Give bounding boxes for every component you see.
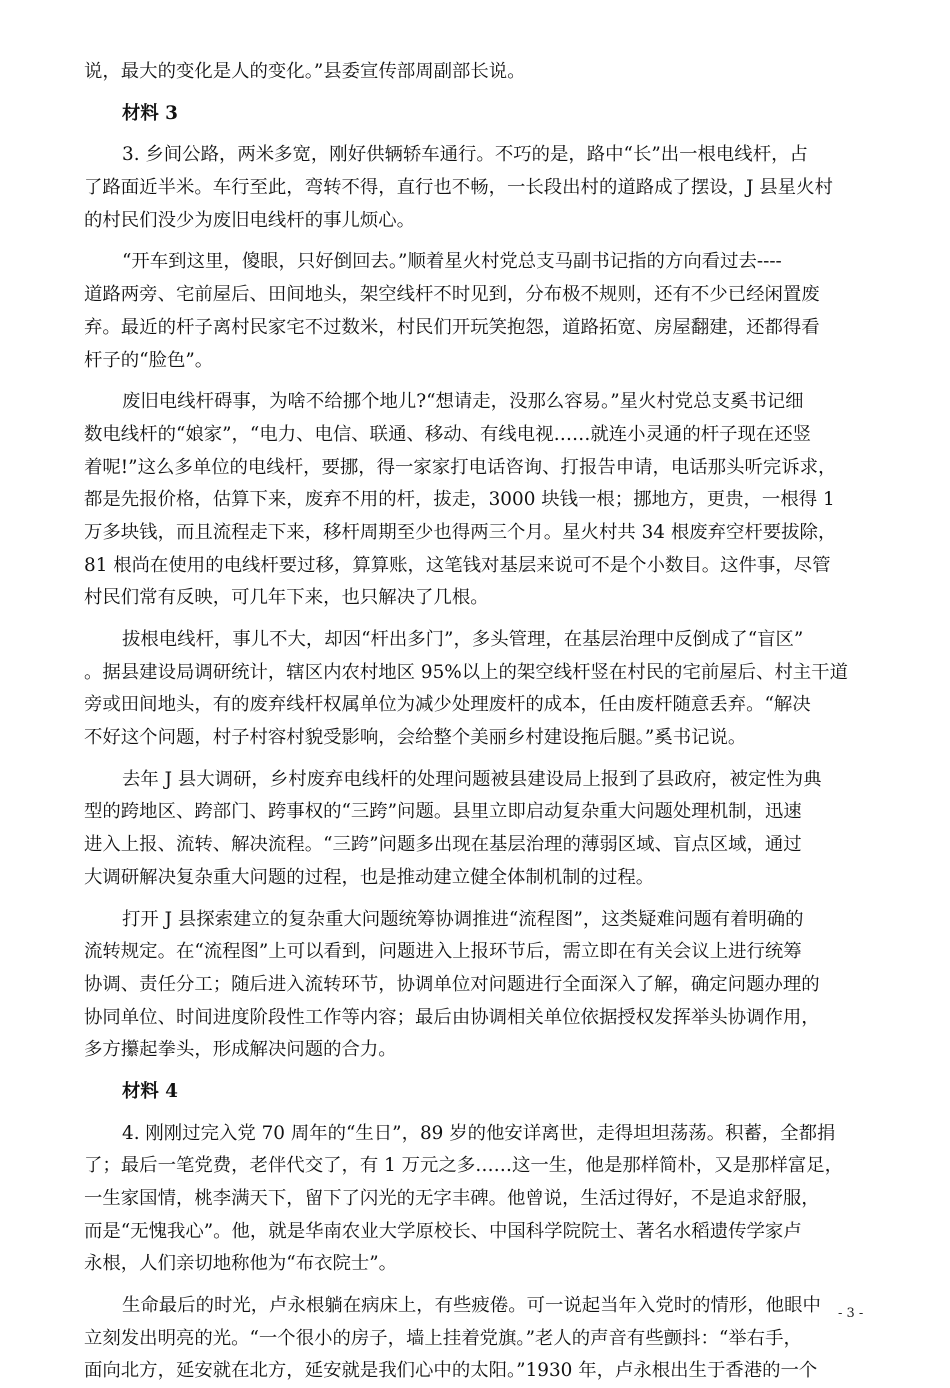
- paragraph-line: 3. 乡间公路，两米多宽，刚好供辆轿车通行。不巧的是，路中“长”出一根电线杆，占: [122, 144, 808, 166]
- paragraph-line: 4. 刚刚过完入党 70 周年的“生日”，89 岁的他安详离世，走得坦坦荡荡。积蓄，全都捐: [122, 1122, 836, 1144]
- paragraph-line: 拔根电线杆，事儿不大，却因“杆出多门”，多头管理，在基层治理中反倒成了“盲区”: [122, 629, 804, 650]
- paragraph-line: 进入上报、流转、解决流程。“三跨”问题多出现在基层治理的薄弱区域、盲点区域，通过: [84, 834, 802, 856]
- paragraph-line: 村民们常有反映，可几年下来，也只解决了几根。: [84, 587, 489, 609]
- paragraph-line: 81 根尚在使用的电线杆要过移，算算账，这笔钱对基层来说可不是个小数目。这件事，尽管: [84, 554, 831, 576]
- paragraph-line: 道路两旁、宅前屋后、田间地头，架空线杆不时见到，分布极不规则，还有不少已经闲置废: [84, 284, 820, 306]
- paragraph-line: 永根，人们亲切地称他为“布衣院士”。: [84, 1253, 398, 1275]
- paragraph-line: 弃。最近的杆子离村民家宅不过数米，村民们开玩笑抱怨，道路拓宽、房屋翻建，还都得看: [84, 316, 820, 338]
- paragraph-line: 型的跨地区、跨部门、跨事权的“三跨”问题。县里立即启动复杂重大问题处理机制，迅速: [84, 801, 802, 823]
- paragraph-line: 废旧电线杆碍事，为啥不给挪个地儿?“想请走，没那么容易。”星火村党总支奚书记细: [122, 391, 804, 413]
- paragraph-line: 一生家国情，桃李满天下，留下了闪光的无字丰碑。他曾说，生活过得好，不是追求舒服，: [84, 1188, 820, 1209]
- paragraph-line: 立刻发出明亮的光。“一个很小的房子，墙上挂着党旗。”老人的声音有些颤抖：“举右手，: [84, 1327, 802, 1349]
- paragraph-line: 生命最后的时光，卢永根躺在病床上，有些疲倦。可一说起当年入党时的情形，他眼中: [122, 1295, 821, 1317]
- paragraph-line: 的村民们没少为废旧电线杆的事儿烦心。: [84, 209, 416, 231]
- paragraph-line: 数电线杆的“娘家”，“电力、电信、联通、移动、有线电视……就连小灵通的杆子现在还竖: [84, 423, 812, 445]
- paragraph-line: 都是先报价格，估算下来，废弃不用的杆，拔走，3000 块钱一根；挪地方，更贵，一根得 1: [84, 489, 835, 511]
- paragraph-line: 说，最大的变化是人的变化。”县委宣传部周副部长说。: [84, 61, 526, 82]
- paragraph-line: 去年 J 县大调研，乡村废弃电线杆的处理问题被县建设局上报到了县政府，被定性为典: [122, 768, 822, 790]
- page-number: - 3 -: [838, 1306, 864, 1321]
- paragraph-line: 万多块钱，而且流程走下来，移杆周期至少也得两三个月。星火村共 34 根废弃空杆要拔除，: [84, 521, 837, 543]
- section-heading-material-4: 材料 4: [122, 1080, 178, 1102]
- paragraph-line: 不好这个问题，村子村容村貌受影响，会给整个美丽乡村建设拖后腿。”奚书记说。: [84, 727, 747, 749]
- paragraph-line: 了路面近半米。车行至此，弯转不得，直行也不畅，一长段出村的道路成了摆设，J 县星火村: [84, 177, 833, 199]
- paragraph-line: 杆子的“脸色”。: [84, 349, 214, 371]
- section-heading-material-3: 材料 3: [122, 102, 178, 124]
- paragraph-line: 而是“无愧我心”。他，就是华南农业大学原校长、中国科学院院士、著名水稻遗传学家卢: [84, 1220, 802, 1242]
- paragraph-line: 流转规定。在“流程图”上可以看到，问题进入上报环节后，需立即在有关会议上进行统筹: [84, 941, 802, 963]
- paragraph-line: 多方攥起拳头，形成解决问题的合力。: [84, 1039, 397, 1061]
- document-body: [84, 56, 868, 1388]
- paragraph-line: 协调、责任分工；随后进入流转环节，协调单位对问题进行全面深入了解，确定问题办理的: [84, 973, 820, 995]
- paragraph-line: 协同单位、时间进度阶段性工作等内容；最后由协调相关单位依据授权发挥举头协调作用，: [84, 1006, 820, 1028]
- paragraph-line: 打开 J 县探索建立的复杂重大问题统筹协调推进“流程图”，这类疑难问题有着明确的: [122, 908, 804, 930]
- paragraph-line: 面向北方，延安就在北方，延安就是我们心中的太阳。”1930 年，卢永根出生于香港的一个: [84, 1360, 818, 1382]
- paragraph-line: 旁或田间地头，有的废弃线杆权属单位为减少处理废杆的成本，任由废杆随意丢弃。“解决: [84, 694, 811, 716]
- paragraph-line: 大调研解决复杂重大问题的过程，也是推动建立健全体制机制的过程。: [84, 866, 655, 888]
- paragraph-line: 着呢!”这么多单位的电线杆，要挪，得一家家打电话咨询、打报告申请，电话那头听完诉求，: [84, 456, 837, 478]
- paragraph-line: 了；最后一笔党费，老伴代交了，有 1 万元之多……这一生，他是那样简朴，又是那样富足，: [84, 1155, 844, 1177]
- paragraph-line: “开车到这里，傻眼，只好倒回去。”顺着星火村党总支马副书记指的方向看过去----: [122, 251, 782, 273]
- paragraph-line: 。据县建设局调研统计，辖区内农村地区 95%以上的架空线杆竖在村民的宅前屋后、村主干道: [84, 661, 848, 683]
